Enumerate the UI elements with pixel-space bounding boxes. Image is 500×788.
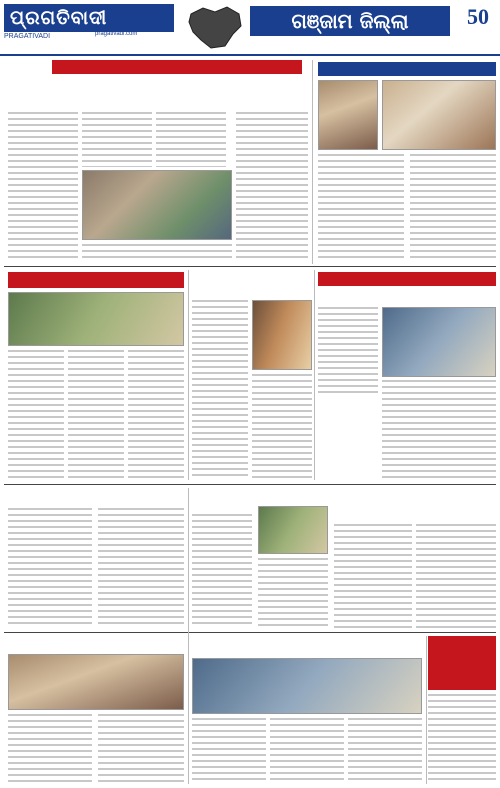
- section-divider: [4, 266, 496, 267]
- logo-subtitle: PRAGATIVADI: [4, 33, 51, 40]
- lead-body-col2a: [82, 112, 152, 167]
- mid-left-body-col1: [8, 350, 64, 480]
- bottom-right-body: [428, 694, 496, 782]
- bottom-center-body-col3: [348, 718, 422, 782]
- lower-right-body-col1: [334, 524, 412, 628]
- bottom-left-body-col2: [98, 714, 184, 782]
- jubilee-number: 50: [467, 4, 489, 29]
- bottom-center-body-col1: [192, 718, 266, 782]
- lead-body-under-photo: [82, 244, 232, 262]
- column-divider: [314, 270, 315, 480]
- bottom-left-photo: [8, 654, 184, 710]
- mid-left-banner: [8, 272, 184, 288]
- mid-center-photo: [252, 300, 312, 370]
- section-divider: [4, 632, 496, 633]
- right-top-kicker: [318, 62, 496, 76]
- masthead: [0, 0, 500, 56]
- lead-headline: [8, 78, 308, 108]
- mid-right-headline: [318, 289, 496, 303]
- mid-right-banner: [318, 272, 496, 286]
- mid-right-body-col2: [382, 380, 496, 480]
- district-title: ଗଞ୍ଜାମ ଜିଲ୍ଲା: [250, 6, 450, 36]
- mid-right-body-col1: [318, 307, 378, 397]
- lead-body-col4: [236, 112, 308, 262]
- right-top-body-col1: [318, 154, 404, 262]
- lower-left-headline: [8, 488, 184, 504]
- lower-center-body: [192, 514, 252, 628]
- logo-text: ପ୍ରଗତିବାଦୀ: [4, 4, 174, 32]
- lead-body-col3a: [156, 112, 226, 167]
- lower-center-headline: [192, 488, 252, 512]
- mid-left-body-col3: [128, 350, 184, 480]
- lead-body-col1: [8, 112, 78, 262]
- top-story-banner: [52, 60, 302, 74]
- mid-center-body-col1: [192, 300, 248, 480]
- column-divider: [312, 60, 313, 264]
- lead-photo: [82, 170, 232, 240]
- bottom-center-body-col2: [270, 718, 344, 782]
- mid-right-photo: [382, 307, 496, 377]
- lower-center2-headline: [258, 488, 408, 502]
- mid-center-headline: [192, 270, 310, 298]
- right-top-photo-2: [382, 80, 496, 150]
- district-map-icon: [185, 4, 245, 50]
- column-divider: [188, 488, 189, 784]
- lower-center2-body: [258, 558, 328, 628]
- right-top-body-col2: [410, 154, 496, 262]
- mid-left-photo: [8, 292, 184, 346]
- lower-right-body-col2: [416, 524, 496, 628]
- bottom-left-headline: [8, 636, 184, 650]
- column-divider: [426, 636, 427, 784]
- bottom-center-headline: [192, 636, 422, 654]
- newspaper-logo: [4, 4, 174, 44]
- dateline: [250, 40, 496, 52]
- bottom-right-kicker: [428, 636, 496, 690]
- website-url: pragativadi.com: [95, 31, 138, 37]
- mid-center-body-col2: [252, 374, 312, 480]
- lower-left-body-col2: [98, 508, 184, 628]
- jubilee-emblem: [460, 4, 496, 34]
- mid-left-body-col2: [68, 350, 124, 480]
- lower-left-body-col1: [8, 508, 92, 628]
- right-top-photo-1: [318, 80, 378, 150]
- bottom-left-body-col1: [8, 714, 92, 782]
- lower-center2-photo: [258, 506, 328, 554]
- section-divider: [4, 484, 496, 485]
- lower-right-headline: [334, 506, 496, 520]
- bottom-center-photo: [192, 658, 422, 714]
- column-divider: [188, 270, 189, 480]
